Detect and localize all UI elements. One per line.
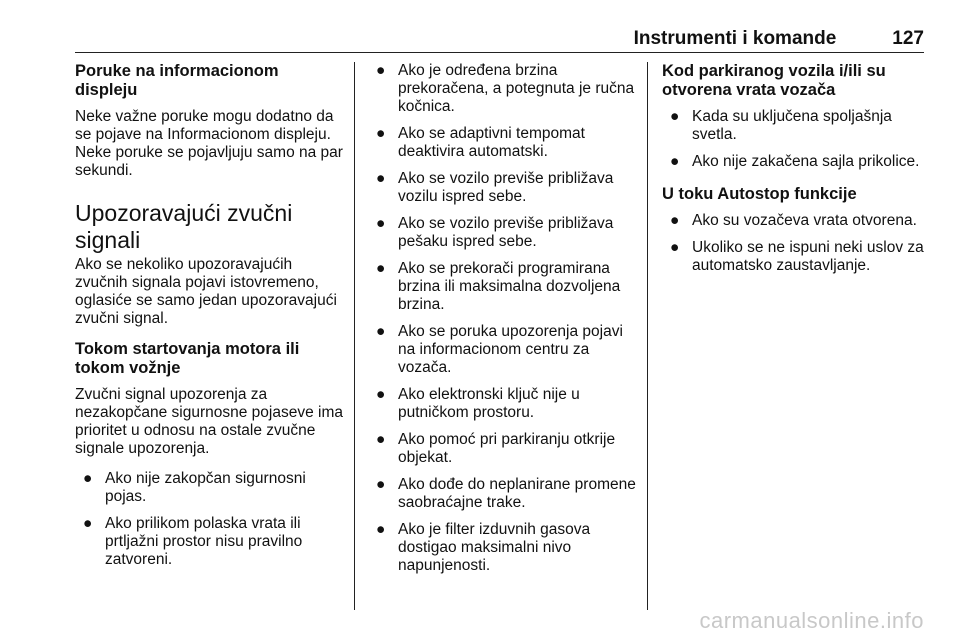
paragraph-engine-start: Zvučni signal upozorenja za nezakopčane sigurnosne pojaseve ima prioritet u odnosu na ostale zvučne signale upozorenja. [75, 386, 343, 457]
list-item: ● Ako dođe do neplanirane promene saobraćajne trake. [376, 476, 636, 511]
list-parked [662, 108, 928, 171]
bullet-icon: ● [376, 386, 386, 403]
bullet-icon: ● [376, 521, 386, 538]
page-number: 127 [892, 28, 924, 49]
bullet-icon: ● [376, 431, 386, 448]
list-item: ● Ako nije zakačena sajla prikolice. [670, 153, 920, 170]
column-1 [75, 62, 343, 579]
heading-autostop: U toku Autostop funkcije [662, 185, 857, 203]
list-item: ● Ako se prekorači programirana brzina ili maksimalna dozvoljena brzina. [376, 260, 621, 313]
bullet-icon: ● [670, 108, 680, 125]
list-item: ● Ako prilikom polaska vrata ili prtljažni prostor nisu pravilno zatvoreni. [83, 515, 303, 568]
bullet-icon: ● [376, 62, 386, 79]
bullet-icon: ● [376, 125, 386, 142]
list-item: ● Kada su uključena spoljašnja svetla. [670, 108, 892, 143]
list-item: ● Ako se vozilo previše približava vozilu ispred sebe. [376, 170, 614, 205]
list-col2 [368, 62, 636, 575]
page-header [75, 26, 924, 53]
bullet-icon: ● [376, 323, 386, 340]
bullet-icon: ● [83, 515, 93, 532]
paragraph-warning-chimes: Ako se nekoliko upozoravajućih zvučnih signala pojavi istovremeno, oglasiće se samo jedan upozoravajući zvučni signal. [75, 256, 337, 327]
list-item: ● Ako nije zakopčan sigurnosni pojas. [83, 470, 306, 505]
heading-warning-chimes: Upozoravajući zvučni signali [75, 200, 293, 253]
list-item: ● Ako se adaptivni tempomat deaktivira automatski. [376, 125, 585, 160]
bullet-icon: ● [376, 260, 386, 277]
heading-parked-vehicle: Kod parkiranog vozila i/ili su otvorena vrata vozača [662, 62, 886, 99]
list-item: ● Ako su vozačeva vrata otvorena. [670, 212, 917, 229]
heading-engine-start: Tokom startovanja motora ili tokom vožnje [75, 340, 300, 377]
list-col1 [75, 470, 343, 569]
list-item: ● Ako elektronski ključ nije u putničkom prostoru. [376, 386, 580, 421]
column-divider-2 [647, 62, 648, 610]
bullet-icon: ● [376, 215, 386, 232]
list-autostop [662, 212, 928, 275]
watermark: carmanualsonline.info [699, 608, 924, 633]
heading-info-display: Poruke na informacionom displeju [75, 62, 279, 99]
paragraph-info-display: Neke važne poruke mogu dodatno da se pojave na Informacionom displeju. Neke poruke se pojavljuju samo na par sekundi. [75, 108, 343, 179]
bullet-icon: ● [670, 153, 680, 170]
section-title: Instrumenti i komande [633, 28, 837, 49]
list-item: ● Ako se poruka upozorenja pojavi na informacionom centru za vozača. [376, 323, 623, 376]
bullet-icon: ● [83, 470, 93, 487]
column-2 [368, 62, 636, 585]
list-item: ● Ako se vozilo previše približava pešaku ispred sebe. [376, 215, 614, 250]
list-item: ● Ako je određena brzina prekoračena, a potegnuta je ručna kočnica. [376, 62, 635, 115]
bullet-icon: ● [376, 170, 386, 187]
bullet-icon: ● [670, 212, 680, 229]
list-item: ● Ukoliko se ne ispuni neki uslov za automatsko zaustavljanje. [670, 239, 924, 274]
list-item: ● Ako je filter izduvnih gasova dostigao maksimalni nivo napunjenosti. [376, 521, 591, 574]
list-item: ● Ako pomoć pri parkiranju otkrije objekat. [376, 431, 616, 466]
column-3 [662, 62, 928, 285]
bullet-icon: ● [376, 476, 386, 493]
column-divider-1 [354, 62, 355, 610]
bullet-icon: ● [670, 239, 680, 256]
